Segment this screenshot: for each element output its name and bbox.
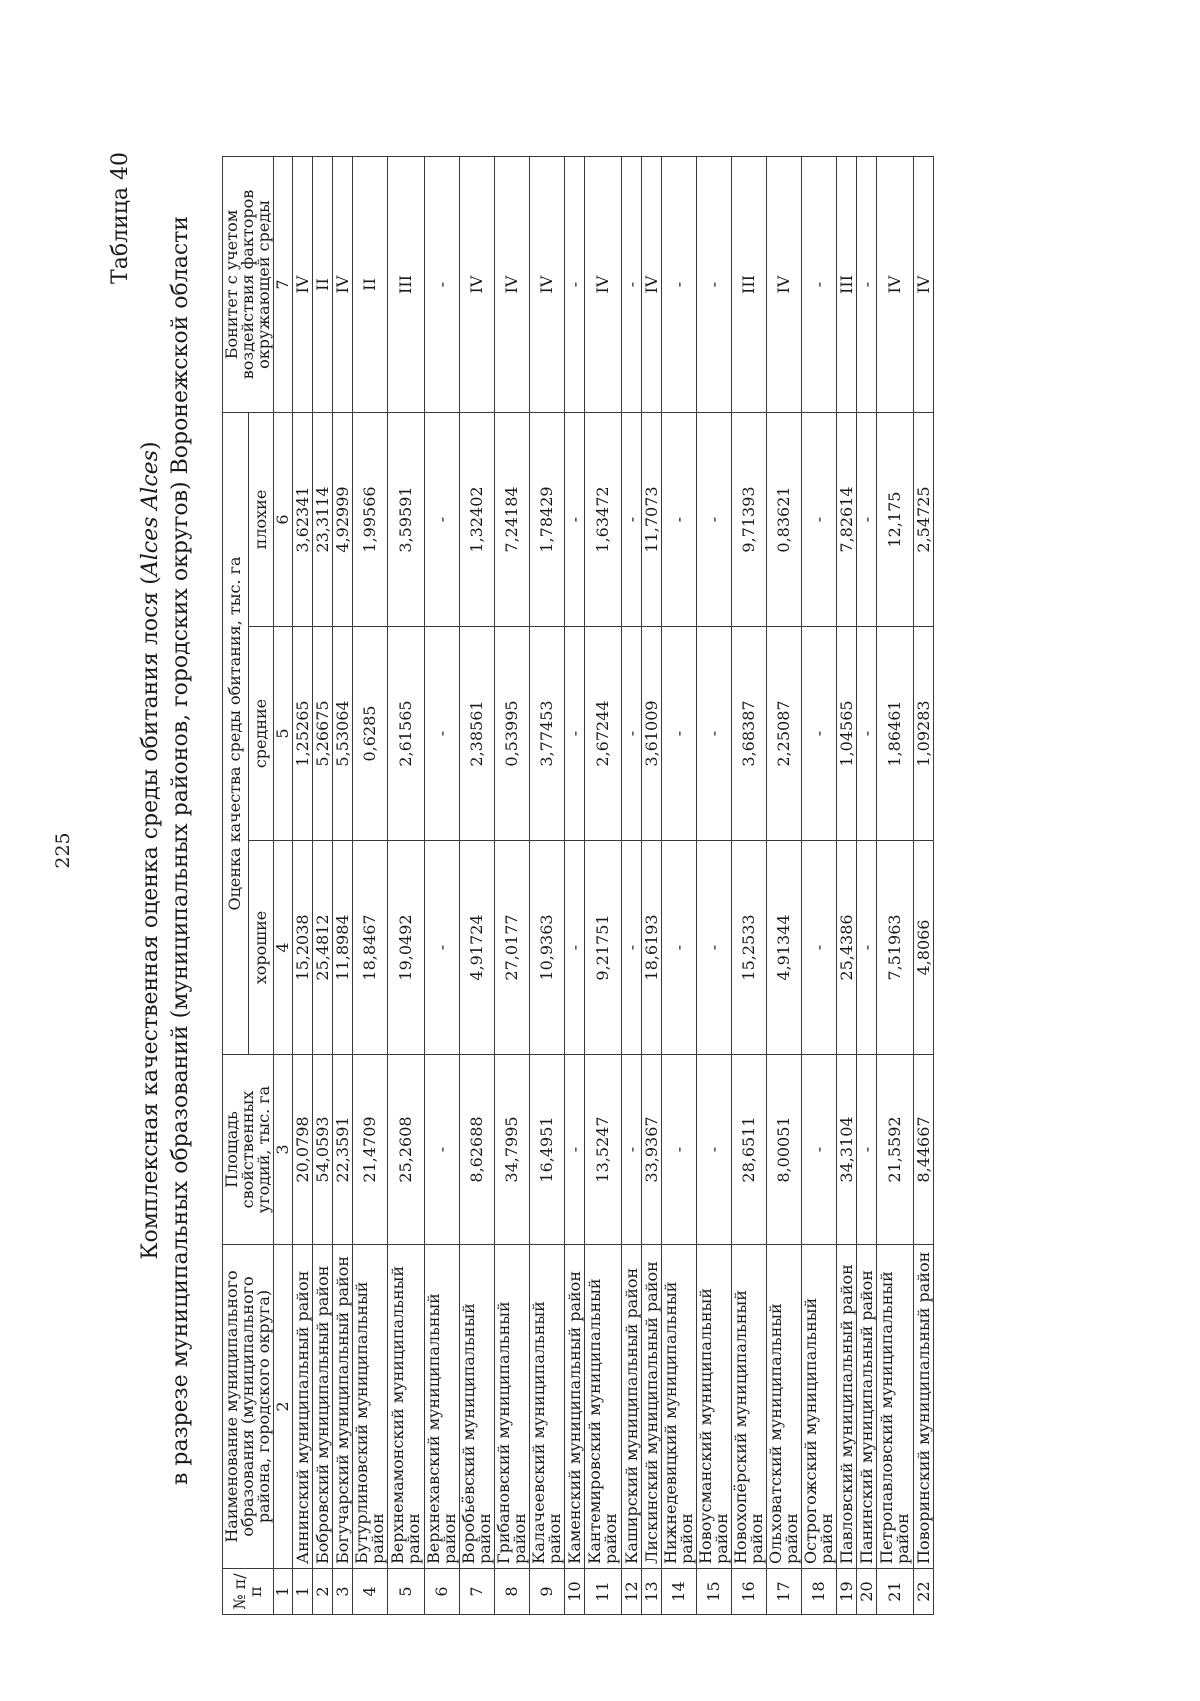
row-name: Лискинский муниципальный район bbox=[642, 1245, 662, 1569]
header-good: хорошие bbox=[248, 841, 274, 1055]
row-medium: 1,25265 bbox=[293, 627, 313, 841]
row-area: 28,6511 bbox=[732, 1055, 767, 1245]
column-number: 1 bbox=[274, 1569, 293, 1615]
row-area: 8,62688 bbox=[460, 1055, 495, 1245]
row-area: 34,3104 bbox=[837, 1055, 857, 1245]
table-row bbox=[877, 157, 914, 1615]
row-bonitet: III bbox=[732, 157, 767, 413]
table-row bbox=[857, 157, 877, 1615]
row-medium: 1,86461 bbox=[877, 627, 914, 841]
row-bonitet: IV bbox=[530, 157, 565, 413]
column-numbers-row bbox=[274, 157, 293, 1615]
row-area: - bbox=[697, 1055, 732, 1245]
table-row bbox=[767, 157, 802, 1615]
row-bad: 1,78429 bbox=[530, 413, 565, 627]
row-number: 21 bbox=[877, 1569, 914, 1615]
title-line-1 bbox=[138, 0, 163, 1701]
row-medium: 5,53064 bbox=[333, 627, 353, 841]
column-number: 2 bbox=[274, 1245, 293, 1569]
header-area: Площадь свойственных угодий, тыс. га bbox=[223, 1055, 274, 1245]
row-area: - bbox=[425, 1055, 460, 1245]
row-number: 20 bbox=[857, 1569, 877, 1615]
row-bonitet: IV bbox=[914, 157, 934, 413]
row-good: 27,0177 bbox=[495, 841, 530, 1055]
row-bonitet: II bbox=[353, 157, 388, 413]
table-row bbox=[313, 157, 333, 1615]
row-number: 4 bbox=[353, 1569, 388, 1615]
row-bonitet: IV bbox=[642, 157, 662, 413]
row-name: Каменский муниципальный район bbox=[565, 1245, 585, 1569]
row-bonitet: - bbox=[697, 157, 732, 413]
row-bonitet: IV bbox=[877, 157, 914, 413]
header-bonitet: Бонитет с учетом воздействия факторов окружающей среды bbox=[223, 157, 274, 413]
row-medium: - bbox=[857, 627, 877, 841]
row-bad: - bbox=[662, 413, 697, 627]
row-number: 6 bbox=[425, 1569, 460, 1615]
row-medium: - bbox=[622, 627, 642, 841]
row-bad: - bbox=[565, 413, 585, 627]
row-bad: 1,32402 bbox=[460, 413, 495, 627]
row-area: 13,5247 bbox=[585, 1055, 622, 1245]
row-area: 21,5592 bbox=[877, 1055, 914, 1245]
row-number: 12 bbox=[622, 1569, 642, 1615]
row-area: - bbox=[802, 1055, 837, 1245]
table-row bbox=[333, 157, 353, 1615]
table-row bbox=[353, 157, 388, 1615]
row-area: 16,4951 bbox=[530, 1055, 565, 1245]
row-good: 25,4386 bbox=[837, 841, 857, 1055]
row-number: 7 bbox=[460, 1569, 495, 1615]
row-bonitet: - bbox=[565, 157, 585, 413]
row-area: - bbox=[662, 1055, 697, 1245]
row-bad: - bbox=[802, 413, 837, 627]
row-name: Новоусманский муниципальный район bbox=[697, 1245, 732, 1569]
row-medium: - bbox=[425, 627, 460, 841]
row-bad: - bbox=[425, 413, 460, 627]
row-name: Богучарский муниципальный район bbox=[333, 1245, 353, 1569]
page-number: 225 bbox=[52, 832, 74, 869]
header-medium: средние bbox=[248, 627, 274, 841]
row-name: Острогожский муниципальный район bbox=[802, 1245, 837, 1569]
table-row bbox=[495, 157, 530, 1615]
row-good: - bbox=[857, 841, 877, 1055]
row-bad: - bbox=[857, 413, 877, 627]
row-number: 5 bbox=[388, 1569, 425, 1615]
row-bonitet: - bbox=[425, 157, 460, 413]
row-medium: 1,04565 bbox=[837, 627, 857, 841]
row-medium: 5,26675 bbox=[313, 627, 333, 841]
row-name: Ольховатский муниципальный район bbox=[767, 1245, 802, 1569]
row-medium: 1,09283 bbox=[914, 627, 934, 841]
row-good: 4,8066 bbox=[914, 841, 934, 1055]
table-body bbox=[293, 157, 934, 1615]
row-name: Верхнемамонский муниципальный район bbox=[388, 1245, 425, 1569]
row-good: - bbox=[425, 841, 460, 1055]
row-number: 2 bbox=[313, 1569, 333, 1615]
row-bonitet: - bbox=[662, 157, 697, 413]
row-good: - bbox=[697, 841, 732, 1055]
row-number: 3 bbox=[333, 1569, 353, 1615]
row-name: Новохопёрский муниципальный район bbox=[732, 1245, 767, 1569]
row-number: 19 bbox=[837, 1569, 857, 1615]
title-suffix: ) bbox=[138, 441, 163, 451]
row-bad: 7,24184 bbox=[495, 413, 530, 627]
row-bad: 1,99566 bbox=[353, 413, 388, 627]
row-bonitet: IV bbox=[767, 157, 802, 413]
row-number: 17 bbox=[767, 1569, 802, 1615]
title-line-2: в разрезе муниципальных образований (муниципальных районов, городских округов) Воронежской области bbox=[168, 216, 193, 1485]
table-row bbox=[425, 157, 460, 1615]
row-bonitet: II bbox=[313, 157, 333, 413]
row-good: - bbox=[662, 841, 697, 1055]
row-area: - bbox=[622, 1055, 642, 1245]
row-good: 9,21751 bbox=[585, 841, 622, 1055]
row-medium: 3,77453 bbox=[530, 627, 565, 841]
row-medium: 0,53995 bbox=[495, 627, 530, 841]
row-good: 25,4812 bbox=[313, 841, 333, 1055]
row-name: Каширский муниципальный район bbox=[622, 1245, 642, 1569]
title-prefix: Комплексная качественная оценка среды обитания лося ( bbox=[138, 576, 163, 1260]
row-bonitet: IV bbox=[333, 157, 353, 413]
row-name: Кантемировский муниципальный район bbox=[585, 1245, 622, 1569]
header-number: № п/п bbox=[223, 1569, 274, 1615]
header-name: Наименование муниципального образования (муниципального района, городского округа) bbox=[223, 1245, 274, 1569]
column-number: 6 bbox=[274, 413, 293, 627]
table-row bbox=[837, 157, 857, 1615]
row-number: 10 bbox=[565, 1569, 585, 1615]
row-bad: 9,71393 bbox=[732, 413, 767, 627]
title-latin-name: Alces Alces bbox=[138, 450, 163, 577]
row-good: 15,2533 bbox=[732, 841, 767, 1055]
column-number: 5 bbox=[274, 627, 293, 841]
row-bad: 2,54725 bbox=[914, 413, 934, 627]
row-area: 34,7995 bbox=[495, 1055, 530, 1245]
row-medium: 2,67244 bbox=[585, 627, 622, 841]
row-good: - bbox=[622, 841, 642, 1055]
row-area: - bbox=[857, 1055, 877, 1245]
row-name: Бобровский муниципальный район bbox=[313, 1245, 333, 1569]
row-medium: - bbox=[662, 627, 697, 841]
row-bonitet: IV bbox=[460, 157, 495, 413]
row-name: Бутурлиновский муниципальный район bbox=[353, 1245, 388, 1569]
row-number: 15 bbox=[697, 1569, 732, 1615]
row-good: 4,91344 bbox=[767, 841, 802, 1055]
row-medium: 2,61565 bbox=[388, 627, 425, 841]
row-medium: 3,61009 bbox=[642, 627, 662, 841]
row-number: 14 bbox=[662, 1569, 697, 1615]
row-bad: 4,92999 bbox=[333, 413, 353, 627]
row-good: 18,8467 bbox=[353, 841, 388, 1055]
row-name: Петропавловский муниципальный район bbox=[877, 1245, 914, 1569]
row-area: 8,00051 bbox=[767, 1055, 802, 1245]
row-good: 19,0492 bbox=[388, 841, 425, 1055]
row-medium: - bbox=[565, 627, 585, 841]
row-good: 7,51963 bbox=[877, 841, 914, 1055]
row-medium: 2,38561 bbox=[460, 627, 495, 841]
row-bonitet: IV bbox=[293, 157, 313, 413]
row-bonitet: III bbox=[388, 157, 425, 413]
row-bad: 11,7073 bbox=[642, 413, 662, 627]
row-number: 18 bbox=[802, 1569, 837, 1615]
row-name: Верхнехавский муниципальный район bbox=[425, 1245, 460, 1569]
table-row bbox=[662, 157, 697, 1615]
row-medium: - bbox=[802, 627, 837, 841]
row-area: 8,44667 bbox=[914, 1055, 934, 1245]
row-number: 22 bbox=[914, 1569, 934, 1615]
table-row bbox=[697, 157, 732, 1615]
row-area: 25,2608 bbox=[388, 1055, 425, 1245]
row-bad: 0,83621 bbox=[767, 413, 802, 627]
table-row bbox=[293, 157, 313, 1615]
table-row bbox=[388, 157, 425, 1615]
row-number: 8 bbox=[495, 1569, 530, 1615]
row-number: 16 bbox=[732, 1569, 767, 1615]
row-medium: 0,6285 bbox=[353, 627, 388, 841]
row-name: Воробьёвский муниципальный район bbox=[460, 1245, 495, 1569]
row-number: 1 bbox=[293, 1569, 313, 1615]
row-bonitet: - bbox=[802, 157, 837, 413]
table-row bbox=[585, 157, 622, 1615]
row-name: Аннинский муниципальный район bbox=[293, 1245, 313, 1569]
table-row bbox=[565, 157, 585, 1615]
table-label: Таблица 40 bbox=[108, 152, 133, 284]
table-row bbox=[802, 157, 837, 1615]
row-number: 11 bbox=[585, 1569, 622, 1615]
row-bad: - bbox=[622, 413, 642, 627]
header-bad: плохие bbox=[248, 413, 274, 627]
table-row bbox=[732, 157, 767, 1615]
row-good: - bbox=[802, 841, 837, 1055]
table-row bbox=[460, 157, 495, 1615]
row-name: Нижнедевицкий муниципальный район bbox=[662, 1245, 697, 1569]
row-medium: - bbox=[697, 627, 732, 841]
row-name: Панинский муниципальный район bbox=[857, 1245, 877, 1569]
table-row bbox=[530, 157, 565, 1615]
row-area: 33,9367 bbox=[642, 1055, 662, 1245]
row-name: Калачеевский муниципальный район bbox=[530, 1245, 565, 1569]
row-number: 9 bbox=[530, 1569, 565, 1615]
table-row bbox=[642, 157, 662, 1615]
row-bonitet: IV bbox=[495, 157, 530, 413]
row-bad: 3,62341 bbox=[293, 413, 313, 627]
row-bad: 3,59591 bbox=[388, 413, 425, 627]
row-bad: 23,3114 bbox=[313, 413, 333, 627]
row-area: 20,0798 bbox=[293, 1055, 313, 1245]
column-number: 7 bbox=[274, 157, 293, 413]
row-bonitet: IV bbox=[585, 157, 622, 413]
row-bonitet: III bbox=[837, 157, 857, 413]
row-area: 21,4709 bbox=[353, 1055, 388, 1245]
header-quality-group: Оценка качества среды обитания, тыс. га bbox=[223, 413, 249, 1055]
table-row bbox=[622, 157, 642, 1615]
row-good: 4,91724 bbox=[460, 841, 495, 1055]
row-bad: 1,63472 bbox=[585, 413, 622, 627]
row-good: 15,2038 bbox=[293, 841, 313, 1055]
row-good: 18,6193 bbox=[642, 841, 662, 1055]
row-bad: - bbox=[697, 413, 732, 627]
habitat-table bbox=[222, 156, 934, 1615]
table-row bbox=[914, 157, 934, 1615]
row-name: Поворинский муниципальный район bbox=[914, 1245, 934, 1569]
row-area: 22,3591 bbox=[333, 1055, 353, 1245]
row-bonitet: - bbox=[622, 157, 642, 413]
row-area: 54,0593 bbox=[313, 1055, 333, 1245]
row-medium: 2,25087 bbox=[767, 627, 802, 841]
row-area: - bbox=[565, 1055, 585, 1245]
row-name: Павловский муниципальный район bbox=[837, 1245, 857, 1569]
row-good: - bbox=[565, 841, 585, 1055]
row-bad: 7,82614 bbox=[837, 413, 857, 627]
row-bad: 12,175 bbox=[877, 413, 914, 627]
row-medium: 3,68387 bbox=[732, 627, 767, 841]
row-good: 10,9363 bbox=[530, 841, 565, 1055]
column-number: 4 bbox=[274, 841, 293, 1055]
row-name: Грибановский муниципальный район bbox=[495, 1245, 530, 1569]
row-bonitet: - bbox=[857, 157, 877, 413]
column-number: 3 bbox=[274, 1055, 293, 1245]
row-number: 13 bbox=[642, 1569, 662, 1615]
row-good: 11,8984 bbox=[333, 841, 353, 1055]
